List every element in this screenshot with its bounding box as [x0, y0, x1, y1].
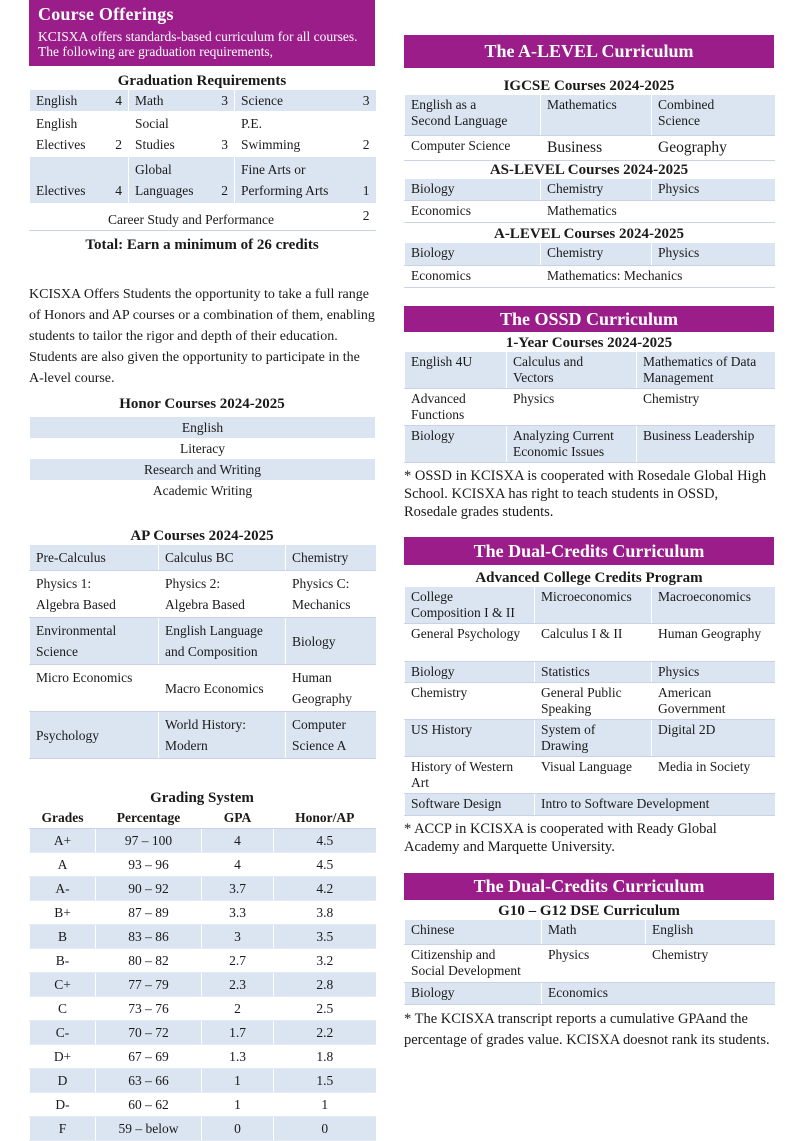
grad-cell: Electives 4: [30, 157, 129, 203]
left-column: [29, 0, 375, 1141]
grade-cell: 4.5: [274, 829, 376, 853]
course-cell: Calculus I & II: [535, 624, 652, 662]
alevel-banner: The A-LEVEL Curriculum: [404, 35, 774, 68]
course-cell: Mathematics of Data Management: [637, 352, 775, 389]
dse-table: [404, 920, 775, 1005]
course-cell: Chemistry: [541, 179, 652, 201]
honor-item: Academic Writing: [30, 480, 376, 501]
grade-cell: 1: [202, 1093, 274, 1117]
table-row: [405, 662, 775, 683]
grade-cell: B-: [30, 949, 96, 973]
course-cell: English 4U: [405, 352, 507, 389]
grade-cell: 2.5: [274, 997, 376, 1021]
grade-cell: 70 – 72: [96, 1021, 202, 1045]
grade-cell: 3.2: [274, 949, 376, 973]
total-credits: Total: Earn a minimum of 26 credits: [85, 237, 319, 253]
grade-cell: 63 – 66: [96, 1069, 202, 1093]
course-cell: Biology: [286, 618, 376, 665]
grading-header: Honor/AP: [274, 807, 376, 829]
course-cell: Analyzing Current Economic Issues: [507, 426, 637, 463]
course-cell: Chemistry: [405, 683, 535, 720]
table-row: [405, 95, 775, 135]
course-cell: Economics: [405, 201, 541, 223]
course-offerings-banner: [29, 0, 375, 66]
grade-cell: 67 – 69: [96, 1045, 202, 1069]
course-cell: American Government: [652, 683, 775, 720]
grad-cell: Social Studies 3: [129, 111, 235, 157]
course-cell: Physics: [652, 662, 775, 683]
table-row: [30, 618, 376, 665]
course-cell: Macroeconomics: [652, 587, 775, 624]
grade-row: [30, 997, 376, 1021]
course-cell: Biology: [405, 243, 541, 265]
table-row: [405, 794, 775, 816]
course-cell: Biology: [405, 982, 542, 1004]
table-row: [405, 683, 775, 720]
grade-cell: 73 – 76: [96, 997, 202, 1021]
honor-item: Research and Writing: [30, 459, 376, 480]
course-cell: English: [646, 920, 775, 944]
grad-cell: English Electives 2: [30, 111, 129, 157]
course-cell: System of Drawing: [535, 720, 652, 757]
grade-cell: 2.8: [274, 973, 376, 997]
grade-row: [30, 1117, 376, 1141]
grad-cell: Math 3: [129, 90, 235, 111]
grade-cell: 90 – 92: [96, 877, 202, 901]
course-cell: Economics: [405, 265, 541, 287]
table-row: [405, 982, 775, 1004]
table-row: [405, 920, 775, 944]
dse-note: * The KCISXA transcript reports a cumulative GPAand the percentage of grades value. KCISXA doesnot rank its students.: [404, 1010, 770, 1048]
course-cell: Biology: [405, 426, 507, 463]
grade-row: [30, 901, 376, 925]
course-cell: Macro Economics: [159, 665, 286, 712]
alevel-section: [404, 35, 774, 288]
table-row: [30, 545, 376, 571]
course-cell: Biology: [405, 662, 535, 683]
grade-row: [30, 1069, 376, 1093]
course-cell: Economics: [542, 982, 775, 1004]
ossd-table: [404, 352, 775, 463]
grade-cell: 1.7: [202, 1021, 274, 1045]
grade-cell: 1: [202, 1069, 274, 1093]
grade-cell: 0: [274, 1117, 376, 1141]
course-cell: College Composition I & II: [405, 587, 535, 624]
course-cell: Physics C: Mechanics: [286, 571, 376, 618]
table-row: [405, 179, 775, 201]
course-cell: Computer Science A: [286, 712, 376, 759]
course-cell: English Language and Composition: [159, 618, 286, 665]
grade-cell: 1.3: [202, 1045, 274, 1069]
course-cell: Digital 2D: [652, 720, 775, 757]
course-cell: Chemistry: [646, 944, 775, 982]
grade-cell: 77 – 79: [96, 973, 202, 997]
igcse-table: [404, 95, 775, 161]
table-row: [30, 665, 376, 712]
course-cell: Physics 2: Algebra Based: [159, 571, 286, 618]
grade-cell: 4: [202, 853, 274, 877]
dual-credits-section: [404, 537, 774, 856]
course-cell: Computer Science: [405, 135, 541, 160]
grade-cell: 4.2: [274, 877, 376, 901]
honor-item: Literacy: [30, 438, 376, 459]
course-cell: Physics 1: Algebra Based: [30, 571, 159, 618]
ossd-note: * OSSD in KCISXA is cooperated with Rosedale Global High School. KCISXA has right to teach students in OSSD, Rosedale grades students.: [404, 468, 767, 520]
table-row: [405, 389, 775, 426]
grade-row: [30, 1021, 376, 1045]
ap-courses-title: AP Courses 2024-2025: [130, 528, 274, 544]
course-cell: Psychology: [30, 712, 159, 759]
grade-row: [30, 877, 376, 901]
graduation-requirements-title: Graduation Requirements: [117, 73, 287, 89]
accp-note: * ACCP in KCISXA is cooperated with Ready Global Academy and Marquette University.: [404, 821, 717, 855]
table-row: [30, 712, 376, 759]
grade-cell: 83 – 86: [96, 925, 202, 949]
grade-cell: B+: [30, 901, 96, 925]
grade-cell: 93 – 96: [96, 853, 202, 877]
grade-cell: 1: [274, 1093, 376, 1117]
grade-cell: 2.7: [202, 949, 274, 973]
grade-cell: A: [30, 853, 96, 877]
course-cell: Chinese: [405, 920, 542, 944]
grade-cell: 1.5: [274, 1069, 376, 1093]
grade-cell: A+: [30, 829, 96, 853]
igcse-title: IGCSE Courses 2024-2025: [503, 78, 675, 94]
table-row: [405, 624, 775, 662]
course-cell: English as a Second Language: [405, 95, 541, 135]
course-offerings-text: KCISXA offers standards-based curriculum for all courses. The following are graduation requirements,: [38, 29, 358, 59]
table-row: [405, 944, 775, 982]
grad-cell: Global Languages 2: [129, 157, 235, 203]
grade-cell: 4: [202, 829, 274, 853]
table-row: [405, 426, 775, 463]
ap-courses: [29, 527, 375, 759]
table-row: [405, 352, 775, 389]
course-cell: Geography: [652, 135, 775, 160]
course-cell: Business: [541, 135, 652, 160]
course-cell: Calculus BC: [159, 545, 286, 571]
grade-cell: 3.8: [274, 901, 376, 925]
course-cell: Chemistry: [541, 243, 652, 265]
course-cell: Chemistry: [286, 545, 376, 571]
course-cell: Environmental Science: [30, 618, 159, 665]
grade-cell: 97 – 100: [96, 829, 202, 853]
grading-table: [29, 807, 376, 1141]
ossd-title: 1-Year Courses 2024-2025: [505, 335, 673, 351]
course-cell: Intro to Software Development: [535, 794, 775, 816]
as-level-title: AS-LEVEL Courses 2024-2025: [489, 161, 689, 178]
course-cell: Advanced Functions: [405, 389, 507, 426]
course-cell: Micro Economics: [30, 665, 159, 712]
course-cell: Microeconomics: [535, 587, 652, 624]
table-row: [405, 243, 775, 265]
dse-section: [404, 873, 774, 1051]
grading-system-title: Grading System: [150, 790, 254, 806]
grade-row: [30, 925, 376, 949]
course-offerings-title: Course Offerings: [38, 4, 174, 24]
course-cell: Physics: [652, 179, 775, 201]
course-cell: Statistics: [535, 662, 652, 683]
honor-courses: [29, 395, 375, 501]
grade-cell: 60 – 62: [96, 1093, 202, 1117]
table-row: [405, 135, 775, 160]
grading-header: GPA: [202, 807, 274, 829]
grade-cell: C: [30, 997, 96, 1021]
table-row: [405, 201, 775, 223]
grade-row: [30, 1045, 376, 1069]
grade-cell: 4.5: [274, 853, 376, 877]
honor-courses-title: Honor Courses 2024-2025: [119, 396, 285, 412]
grade-row: [30, 1093, 376, 1117]
grade-cell: D+: [30, 1045, 96, 1069]
course-cell: Human Geography: [286, 665, 376, 712]
grade-cell: A-: [30, 877, 96, 901]
grade-cell: 3.5: [274, 925, 376, 949]
ap-table: [29, 545, 376, 759]
dse-title: G10 – G12 DSE Curriculum: [498, 903, 680, 919]
grade-row: [30, 829, 376, 853]
a-level-table: [404, 243, 775, 288]
table-row: [30, 571, 376, 618]
grade-row: [30, 949, 376, 973]
grad-cell-career: Career Study and Performance 2: [30, 203, 376, 231]
grade-cell: 87 – 89: [96, 901, 202, 925]
grade-cell: 3: [202, 925, 274, 949]
course-cell: World History: Modern: [159, 712, 286, 759]
course-cell: Math: [542, 920, 646, 944]
grade-cell: 80 – 82: [96, 949, 202, 973]
table-row: [405, 720, 775, 757]
course-cell: Media in Society: [652, 757, 775, 794]
grad-cell: Fine Arts or Performing Arts 1: [235, 157, 376, 203]
grade-cell: F: [30, 1117, 96, 1141]
ossd-section: [404, 306, 774, 521]
course-cell: Combined Science: [652, 95, 775, 135]
a-level-title: A-LEVEL Courses 2024-2025: [493, 226, 684, 242]
accp-table: [404, 587, 775, 816]
course-cell: General Psychology: [405, 624, 535, 662]
graduation-table: [29, 90, 376, 231]
grade-cell: C-: [30, 1021, 96, 1045]
grad-cell: English 4: [30, 90, 129, 111]
table-row: [405, 757, 775, 794]
grade-cell: B: [30, 925, 96, 949]
course-cell: Mathematics: Mechanics: [541, 265, 775, 287]
course-cell: Physics: [507, 389, 637, 426]
course-cell: Software Design: [405, 794, 535, 816]
grade-row: [30, 973, 376, 997]
honor-table: [29, 417, 375, 501]
grading-header: Grades: [30, 807, 96, 829]
grade-cell: 2: [202, 997, 274, 1021]
course-cell: US History: [405, 720, 535, 757]
honor-item: English: [30, 417, 376, 438]
course-cell: Biology: [405, 179, 541, 201]
accp-title: Advanced College Credits Program: [475, 570, 703, 586]
course-cell: Visual Language: [535, 757, 652, 794]
course-cell: Chemistry: [637, 389, 775, 426]
grade-cell: C+: [30, 973, 96, 997]
grade-cell: 1.8: [274, 1045, 376, 1069]
table-row: [405, 265, 775, 287]
course-cell: Business Leadership: [637, 426, 775, 463]
grade-cell: 2.3: [202, 973, 274, 997]
course-cell: Human Geography: [652, 624, 775, 662]
grade-cell: D: [30, 1069, 96, 1093]
course-cell: Citizenship and Social Development: [405, 944, 542, 982]
course-cell: Physics: [542, 944, 646, 982]
grade-row: [30, 853, 376, 877]
grade-cell: D-: [30, 1093, 96, 1117]
graduation-requirements: [29, 72, 375, 254]
dual-credits-banner: The Dual-Credits Curriculum: [404, 537, 774, 565]
course-cell: History of Western Art: [405, 757, 535, 794]
grade-cell: 3.3: [202, 901, 274, 925]
course-cell: Physics: [652, 243, 775, 265]
dse-banner: The Dual-Credits Curriculum: [404, 873, 774, 900]
grad-cell: P.E. Swimming 2: [235, 111, 376, 157]
intro-paragraph: KCISXA Offers Students the opportunity to take a full range of Honors and AP courses or a combination of them, enabling students to tailor the rigor and depth of their education. Students are also given the opportunity to participate in the A-level course.: [29, 287, 375, 386]
grade-cell: 59 – below: [96, 1117, 202, 1141]
grade-cell: 3.7: [202, 877, 274, 901]
ossd-banner: The OSSD Curriculum: [404, 306, 774, 332]
course-cell: General Public Speaking: [535, 683, 652, 720]
grading-system: [29, 789, 375, 1141]
table-row: [405, 587, 775, 624]
grading-header: Percentage: [96, 807, 202, 829]
grad-cell: Science 3: [235, 90, 376, 111]
course-cell: Pre-Calculus: [30, 545, 159, 571]
course-cell: Calculus and Vectors: [507, 352, 637, 389]
as-level-table: [404, 179, 775, 224]
grade-cell: 0: [202, 1117, 274, 1141]
grade-cell: 2.2: [274, 1021, 376, 1045]
course-cell: Mathematics: [541, 95, 652, 135]
course-cell: Mathematics: [541, 201, 775, 223]
